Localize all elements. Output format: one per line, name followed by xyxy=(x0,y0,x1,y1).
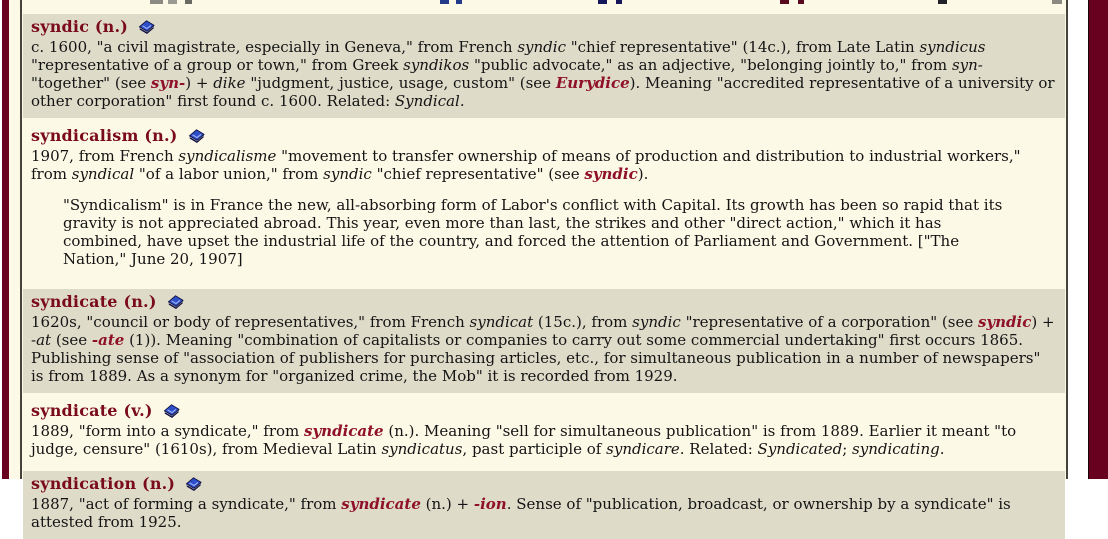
cutoff-text-fragment xyxy=(185,0,192,4)
cross-reference-link[interactable]: syndic xyxy=(977,313,1032,331)
entry-body xyxy=(31,147,1057,183)
etymon-term: dike xyxy=(213,74,246,92)
body-text: ) + xyxy=(1031,313,1055,331)
etymon-term: syndical xyxy=(71,165,135,183)
right-frame-bar xyxy=(1088,0,1108,479)
body-text: ) + xyxy=(185,74,214,92)
entry-body xyxy=(31,313,1057,385)
entry-body xyxy=(31,495,1057,531)
body-text: "movement to transfer ownership of means of production and distribution to industrial workers," from xyxy=(31,147,1021,183)
dictionary-book-icon[interactable] xyxy=(137,19,156,35)
headword: syndicate (n.) xyxy=(31,292,157,311)
body-text: "representative of a corporation" (see xyxy=(680,313,978,331)
body-text: "chief representative" (see xyxy=(371,165,585,183)
etymon-term: syndic xyxy=(323,165,372,183)
etymon-term: -at xyxy=(31,331,52,349)
headword: syndicate (v.) xyxy=(31,401,153,420)
cutoff-text-fragment xyxy=(1052,0,1062,4)
cross-reference-link[interactable]: syn- xyxy=(150,74,186,92)
body-text: . Related: xyxy=(679,440,758,458)
left-gutter xyxy=(9,0,20,479)
headword: syndicalism (n.) xyxy=(31,126,178,145)
entry-headline xyxy=(31,17,1057,36)
entry-body xyxy=(31,422,1057,458)
etymon-term: syn- xyxy=(951,56,983,74)
cutoff-text-fragment xyxy=(440,0,449,4)
etymon-term: syndic xyxy=(632,313,681,331)
cutoff-text-fragment xyxy=(150,0,163,4)
dictionary-book-icon[interactable] xyxy=(162,403,181,419)
cutoff-text-fragment xyxy=(456,0,462,4)
body-text: c. 1600, "a civil magistrate, especially in Geneva," from French xyxy=(31,38,518,56)
etymon-term: syndic xyxy=(517,38,566,56)
quotation-block: "Syndicalism" is in France the new, all-absorbing form of Labor's conflict with Capital. Its growth has been so rapid that its gravity is not appreciated abroad. This year, even more than last, the strikes and other "direct action," which it has combined, have upset the industrial life of the country, and forced the attention of Parliament and Government. ["The Nation," June 20, 1907] xyxy=(63,196,1003,268)
cross-reference-link[interactable]: syndicate xyxy=(304,422,384,440)
body-text: 1889, "form into a syndicate," from xyxy=(31,422,305,440)
dictionary-entry xyxy=(23,123,1065,284)
cross-reference-link[interactable]: -ate xyxy=(91,331,125,349)
entry-headline xyxy=(31,474,1057,493)
dictionary-book-icon[interactable] xyxy=(187,128,206,144)
body-text: "public advocate," as an adjective, "belonging jointly to," from xyxy=(469,56,952,74)
body-text: "chief representative" (14c.), from Late Latin xyxy=(565,38,920,56)
body-text: 1620s, "council or body of representatives," from French xyxy=(31,313,470,331)
body-text: "representative of a group or town," from Greek xyxy=(31,56,404,74)
etymon-term: syndicus xyxy=(919,38,986,56)
body-text: ). xyxy=(637,165,649,183)
cross-reference-link[interactable]: syndicate xyxy=(341,495,421,513)
headword: syndic (n.) xyxy=(31,17,129,36)
etymon-term: syndicating xyxy=(852,440,940,458)
cutoff-text-fragment xyxy=(168,0,177,4)
cross-reference-link[interactable]: -ion xyxy=(473,495,507,513)
dictionary-entry xyxy=(23,398,1065,466)
body-text: (1)). Meaning "combination of capitalists or companies to carry out some commercial undertaking" first occurs 1865. Publishing sense of "association of publishers for purchasing articles, etc., for simultaneous publication in a number of newspapers" is from 1889. As a synonym for "organized crime, the Mob" it is recorded from 1929. xyxy=(31,331,1041,385)
entry-headline xyxy=(31,292,1057,311)
body-text: 1887, "act of forming a syndicate," from xyxy=(31,495,342,513)
entry-body xyxy=(31,38,1057,110)
etymon-term: syndicare xyxy=(606,440,680,458)
cutoff-text-fragment xyxy=(616,0,622,4)
body-text: (15c.), from xyxy=(533,313,633,331)
entries-column xyxy=(22,0,1066,531)
cutoff-text-fragment xyxy=(938,0,947,4)
entry-headline xyxy=(31,126,1057,145)
right-margin-strip xyxy=(1068,0,1088,479)
body-text: . xyxy=(939,440,945,458)
body-text: , past participle of xyxy=(462,440,607,458)
dictionary-book-icon[interactable] xyxy=(184,476,203,492)
cutoff-text-fragment xyxy=(798,0,804,4)
body-text: "judgment, justice, usage, custom" (see xyxy=(245,74,556,92)
dictionary-entry xyxy=(23,14,1065,118)
etymon-term: Syndicated xyxy=(757,440,843,458)
body-text: (n.). Meaning "sell for simultaneous publication" is from 1889. Earlier it meant "to judge, censure" (1610s), from Medieval Latin xyxy=(31,422,1017,458)
body-text: (see xyxy=(51,331,92,349)
etymon-term: syndicalisme xyxy=(178,147,277,165)
etymon-term: Syndical xyxy=(394,92,460,110)
headword: syndication (n.) xyxy=(31,474,176,493)
etymon-term: syndicat xyxy=(469,313,534,331)
cross-reference-link[interactable]: syndic xyxy=(584,165,638,183)
cutoff-link-row xyxy=(22,0,1066,5)
body-text: ; xyxy=(842,440,853,458)
body-text: (n.) + xyxy=(420,495,474,513)
body-text: "together" (see xyxy=(31,74,151,92)
etymon-term: syndicatus xyxy=(381,440,463,458)
body-text: ). Meaning "accredited representative of a university or other corporation" first found c. 1600. Related: xyxy=(31,74,1055,110)
body-text: . Sense of "publication, broadcast, or ownership by a syndicate" is attested from 1925. xyxy=(31,495,1011,531)
body-text: . xyxy=(459,92,465,110)
body-text: 1907, from French xyxy=(31,147,179,165)
dictionary-entry xyxy=(23,471,1065,539)
dictionary-entry xyxy=(23,289,1065,393)
cross-reference-link[interactable]: Eurydice xyxy=(555,74,630,92)
body-text: "of a labor union," from xyxy=(134,165,324,183)
entries-list xyxy=(23,14,1065,539)
entry-headline xyxy=(31,401,1057,420)
dictionary-book-icon[interactable] xyxy=(166,294,185,310)
left-frame-bar xyxy=(2,0,9,479)
cutoff-text-fragment xyxy=(780,0,789,4)
etymon-term: syndikos xyxy=(403,56,470,74)
cutoff-text-fragment xyxy=(598,0,607,4)
